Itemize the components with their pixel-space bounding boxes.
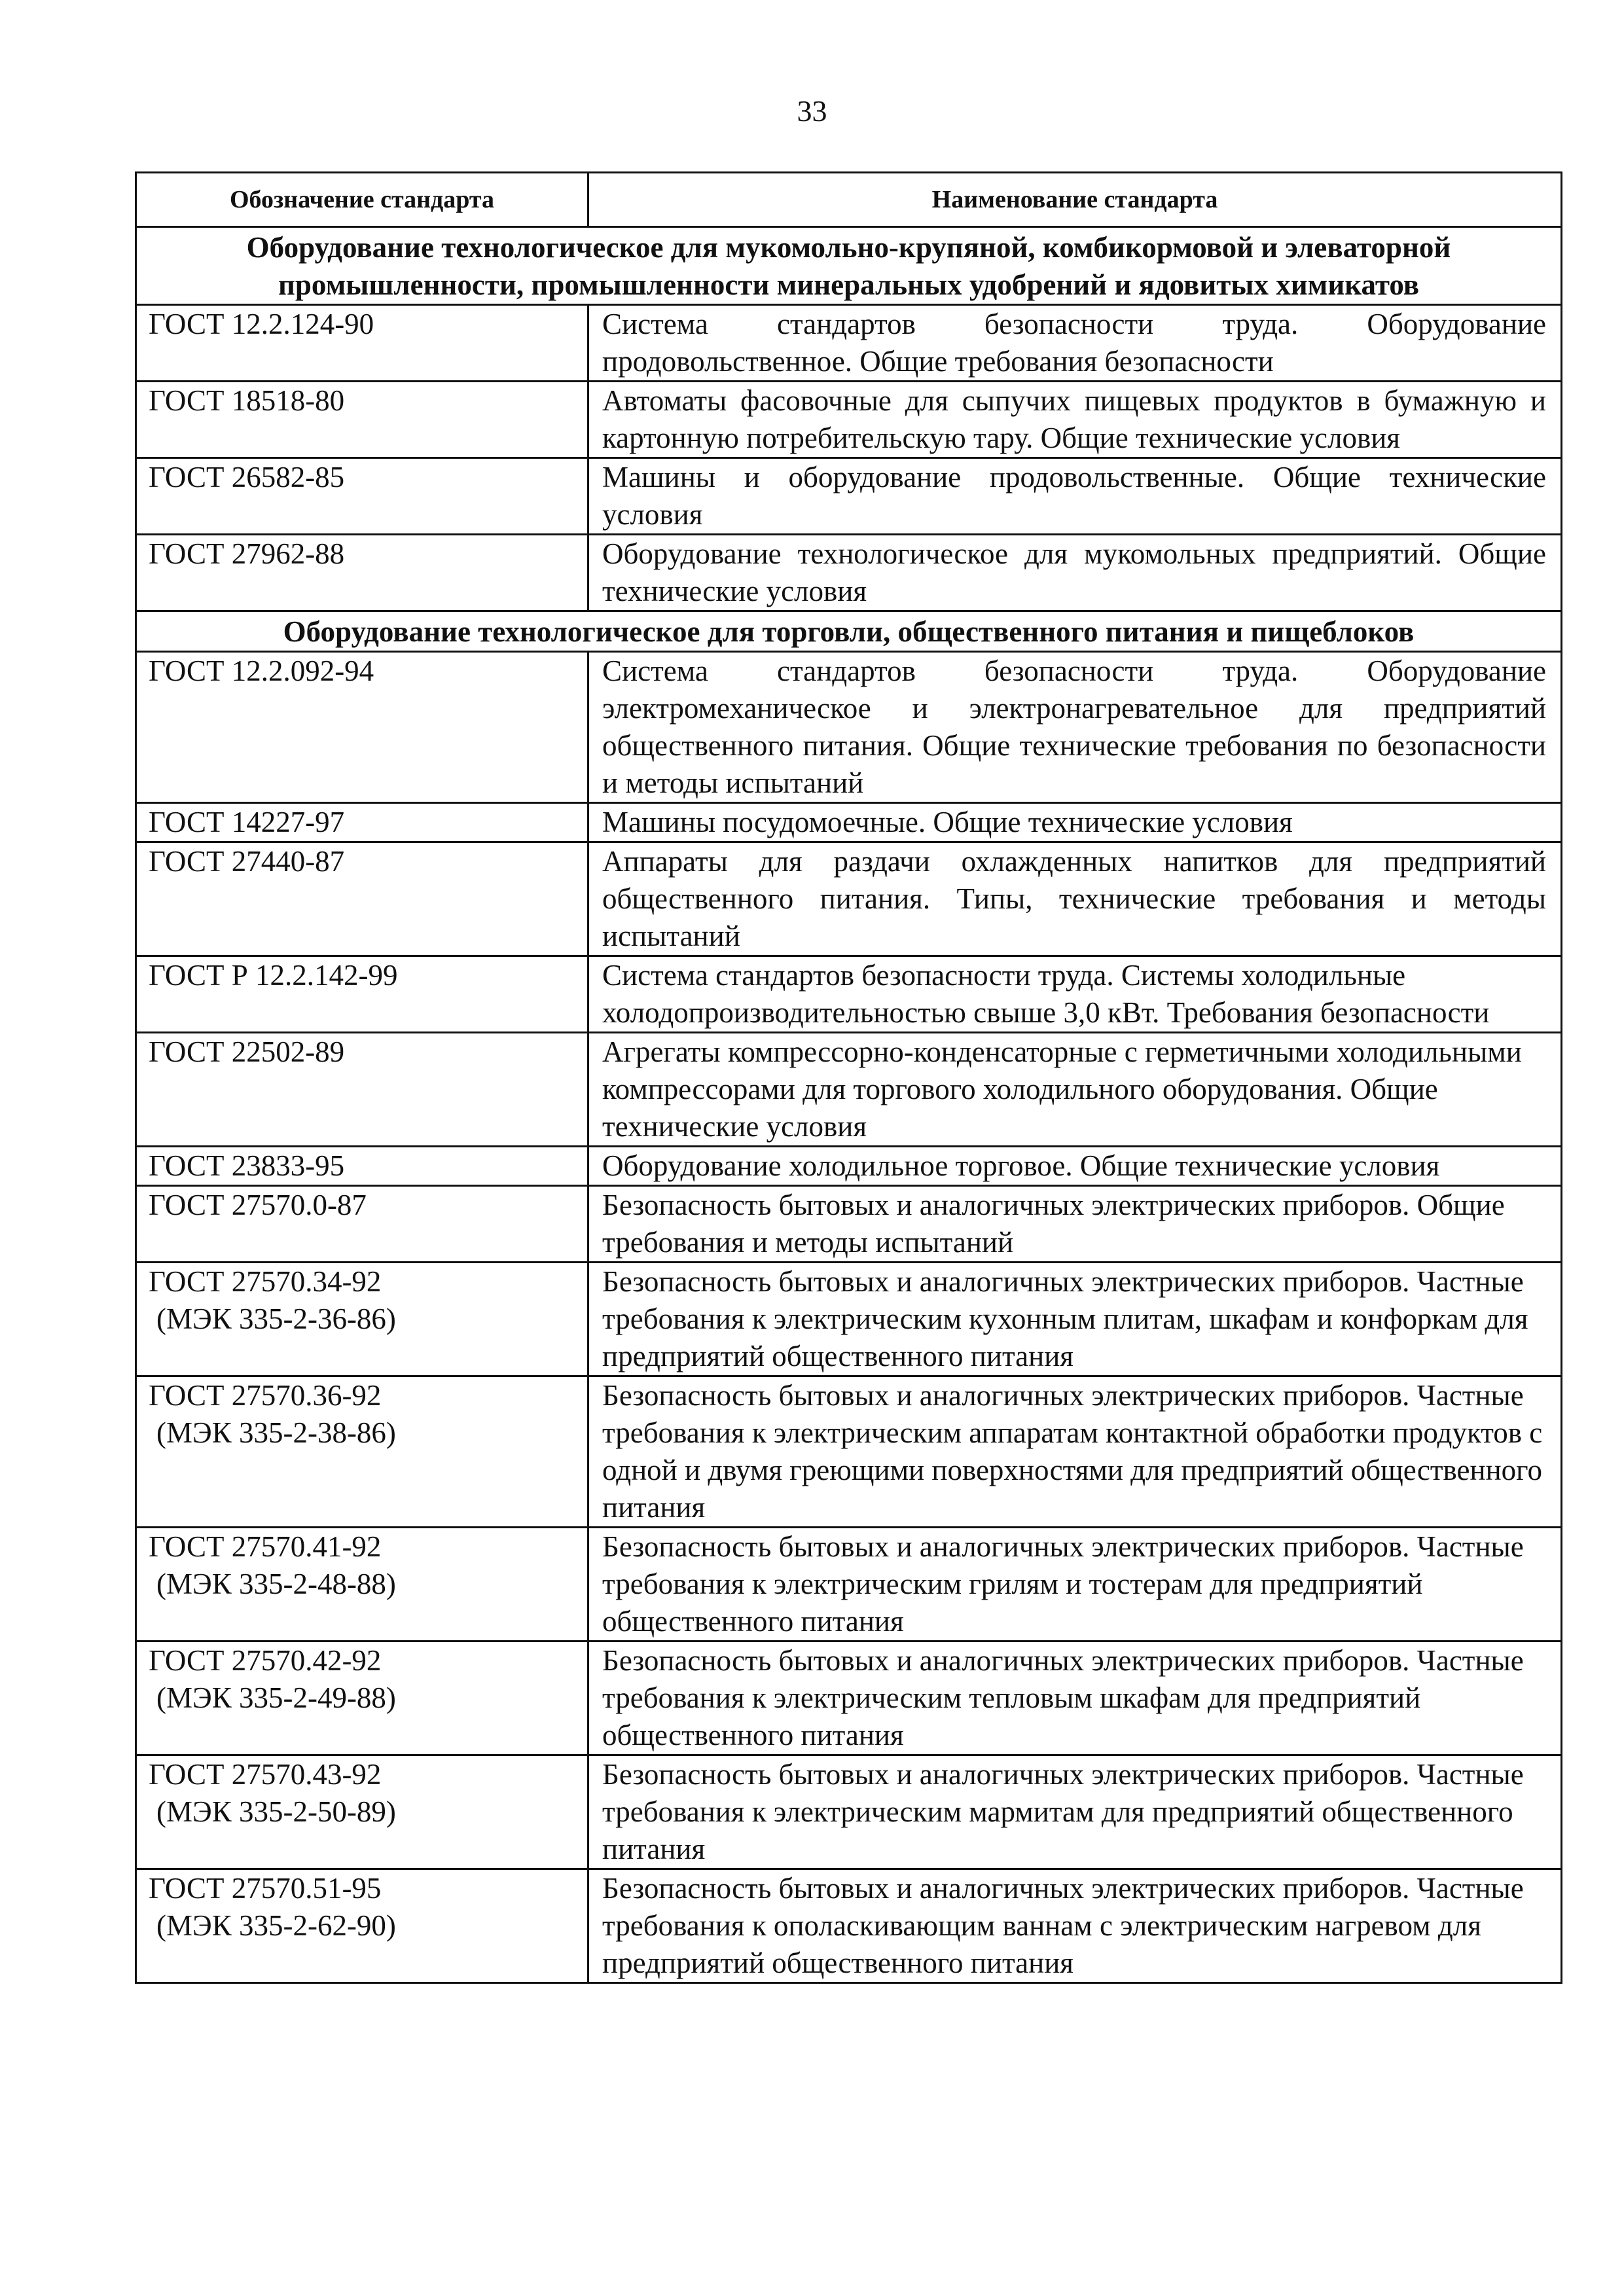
standards-table xyxy=(135,171,1562,1984)
table-row xyxy=(136,1376,1562,1528)
standard-code-cell xyxy=(136,1147,588,1186)
standard-name: Агрегаты компрессорно-конденсаторные с герметичными холодильными компрессорами для торгового холодильного оборудования. Общие технические условия xyxy=(588,1033,1562,1147)
standard-code-cell xyxy=(136,305,588,382)
iec-equivalent-code: (МЭК 335-2-36-86) xyxy=(156,1302,396,1335)
standard-code-cell xyxy=(136,458,588,535)
standard-name: Безопасность бытовых и аналогичных электрических приборов. Общие требования и методы испытаний xyxy=(588,1186,1562,1263)
standard-name: Оборудование технологическое для мукомольных предприятий. Общие технические условия xyxy=(588,535,1562,611)
standard-code: ГОСТ 22502-89 xyxy=(149,1035,345,1068)
table-row xyxy=(136,956,1562,1033)
table-row xyxy=(136,1528,1562,1641)
table-header-row xyxy=(136,173,1562,227)
standard-code-cell xyxy=(136,1376,588,1528)
table-row xyxy=(136,1869,1562,1983)
standard-name: Безопасность бытовых и аналогичных электрических приборов. Частные требования к электрическим аппаратам контактной обработки продуктов с одной и двумя греющими поверхностями для предприятий общественного питания xyxy=(588,1376,1562,1528)
standard-code: ГОСТ 27570.43-92 xyxy=(149,1758,382,1791)
table-row xyxy=(136,1147,1562,1186)
standard-code: ГОСТ 27570.41-92 xyxy=(149,1530,382,1563)
iec-equivalent-code: (МЭК 335-2-38-86) xyxy=(156,1416,396,1449)
table-row xyxy=(136,1641,1562,1755)
standard-code-cell xyxy=(136,1528,588,1641)
standard-code: ГОСТ 14227-97 xyxy=(149,806,345,838)
standard-code-cell xyxy=(136,1186,588,1263)
standard-code-cell xyxy=(136,1869,588,1983)
standard-code: ГОСТ 27570.0-87 xyxy=(149,1189,367,1221)
table-row xyxy=(136,1186,1562,1263)
standard-name: Аппараты для раздачи охлажденных напитков для предприятий общественного питания. Типы, технические требования и методы испытаний xyxy=(588,842,1562,956)
standard-name: Система стандартов безопасности труда. Оборудование электромеханическое и электронагревательное для предприятий общественного питания. Общие технические требования по безопасности и методы испытаний xyxy=(588,652,1562,803)
page-number: 33 xyxy=(797,94,827,128)
section-row xyxy=(136,611,1562,652)
standard-code: ГОСТ 27570.51-95 xyxy=(149,1872,382,1905)
standard-code-cell xyxy=(136,1641,588,1755)
table-row xyxy=(136,842,1562,956)
table-row xyxy=(136,382,1562,458)
standard-name: Машины посудомоечные. Общие технические условия xyxy=(588,803,1562,842)
section-row xyxy=(136,227,1562,305)
iec-equivalent-code: (МЭК 335-2-62-90) xyxy=(156,1909,396,1942)
standard-name: Система стандартов безопасности труда. Оборудование продовольственное. Общие требования безопасности xyxy=(588,305,1562,382)
standard-name: Безопасность бытовых и аналогичных электрических приборов. Частные требования к электрическим грилям и тостерам для предприятий общественного питания xyxy=(588,1528,1562,1641)
standard-code: ГОСТ 27570.36-92 xyxy=(149,1379,382,1412)
standard-name: Безопасность бытовых и аналогичных электрических приборов. Частные требования к электрическим кухонным плитам, шкафам и конфоркам для предприятий общественного питания xyxy=(588,1263,1562,1376)
standard-code-cell xyxy=(136,1263,588,1376)
table-row xyxy=(136,535,1562,611)
header-code: Обозначение стандарта xyxy=(136,173,588,227)
table-row xyxy=(136,652,1562,803)
standard-code-cell xyxy=(136,803,588,842)
table-row xyxy=(136,803,1562,842)
standard-code-cell xyxy=(136,652,588,803)
standard-code-cell xyxy=(136,535,588,611)
standard-code: ГОСТ 27570.34-92 xyxy=(149,1265,382,1298)
table-body xyxy=(136,227,1562,1983)
table-row xyxy=(136,1033,1562,1147)
standard-name: Безопасность бытовых и аналогичных электрических приборов. Частные требования к электрическим мармитам для предприятий общественного питания xyxy=(588,1755,1562,1869)
standard-code: ГОСТ 27440-87 xyxy=(149,845,345,878)
standard-name: Система стандартов безопасности труда. Системы холодильные холодопроизводительностью свыше 3,0 кВт. Требования безопасности xyxy=(588,956,1562,1033)
section-title: Оборудование технологическое для мукомольно-крупяной, комбикормовой и элеваторной промышленности, промышленности минеральных удобрений и ядовитых химикатов xyxy=(136,227,1562,305)
standard-code-cell xyxy=(136,1755,588,1869)
standard-code: ГОСТ 18518-80 xyxy=(149,384,345,417)
header-name: Наименование стандарта xyxy=(588,173,1562,227)
standard-code: ГОСТ 27570.42-92 xyxy=(149,1644,382,1677)
standard-name: Безопасность бытовых и аналогичных электрических приборов. Частные требования к электрическим тепловым шкафам для предприятий общественного питания xyxy=(588,1641,1562,1755)
table-row xyxy=(136,458,1562,535)
iec-equivalent-code: (МЭК 335-2-48-88) xyxy=(156,1568,396,1600)
standard-name: Автоматы фасовочные для сыпучих пищевых продуктов в бумажную и картонную потребительскую тару. Общие технические условия xyxy=(588,382,1562,458)
standard-code: ГОСТ 27962-88 xyxy=(149,537,345,570)
standard-code: ГОСТ 12.2.092-94 xyxy=(149,655,374,687)
iec-equivalent-code: (МЭК 335-2-50-89) xyxy=(156,1795,396,1828)
standard-code: ГОСТ Р 12.2.142-99 xyxy=(149,959,398,992)
iec-equivalent-code: (МЭК 335-2-49-88) xyxy=(156,1681,396,1714)
section-title: Оборудование технологическое для торговли, общественного питания и пищеблоков xyxy=(136,611,1562,652)
table-row xyxy=(136,305,1562,382)
standard-name: Оборудование холодильное торговое. Общие технические условия xyxy=(588,1147,1562,1186)
standard-code: ГОСТ 26582-85 xyxy=(149,461,345,493)
table-row xyxy=(136,1263,1562,1376)
standard-name: Машины и оборудование продовольственные. Общие технические условия xyxy=(588,458,1562,535)
standard-code-cell xyxy=(136,1033,588,1147)
standard-code-cell xyxy=(136,956,588,1033)
table-row xyxy=(136,1755,1562,1869)
standard-code: ГОСТ 12.2.124-90 xyxy=(149,308,374,340)
standard-name: Безопасность бытовых и аналогичных электрических приборов. Частные требования к ополаскивающим ваннам с электрическим нагревом для предприятий общественного питания xyxy=(588,1869,1562,1983)
standard-code-cell xyxy=(136,382,588,458)
standard-code: ГОСТ 23833-95 xyxy=(149,1149,345,1182)
standard-code-cell xyxy=(136,842,588,956)
